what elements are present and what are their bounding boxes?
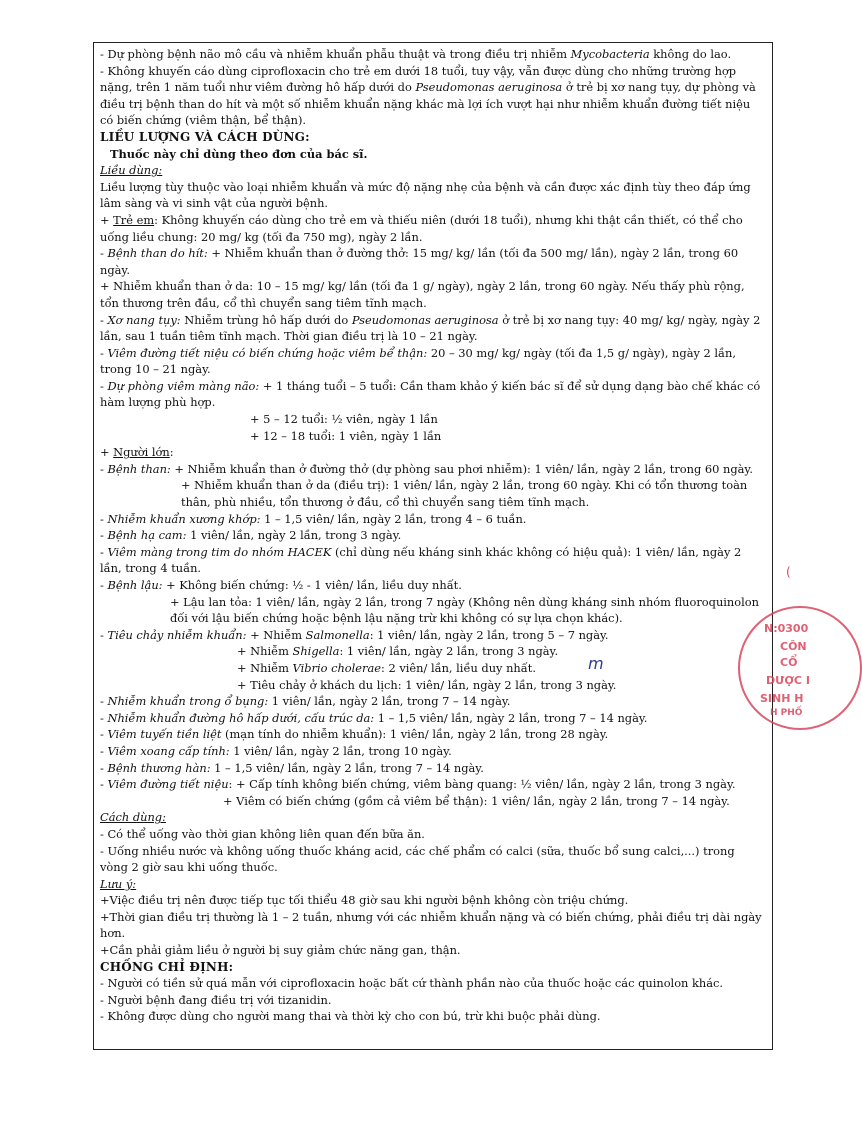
diarrhea-3: + Nhiễm Vibrio cholerae: 2 viên/ lần, liều duy nhất. <box>237 660 536 675</box>
gonorrhea-1: - Bệnh lậu: + Không biến chứng: ½ - 1 viên/ lần, liều duy nhất. <box>100 578 462 592</box>
contra-3: - Không được dùng cho người mang thai và thời kỳ cho con bú, trừ khi buộc phải dùng. <box>100 1009 601 1024</box>
subheading-cach-dung: Cách dùng: <box>100 810 166 825</box>
subheading-lieu-dung: Liều dùng: <box>100 163 163 178</box>
lower-respiratory: - Nhiễm khuẩn đường hô hấp dưới, cấu trúc da: 1 – 1,5 viên/ lần, ngày 2 lần, trong 7 – 14 ngày. <box>100 710 648 725</box>
prostatitis: - Viêm tuyến tiền liệt (mạn tính do nhiễm khuẩn): 1 viên/ lần, ngày 2 lần, trong 28 ngày. <box>100 727 609 742</box>
uti-children: - Viêm đường tiết niệu có biến chứng hoặc viêm bể thận: 20 – 30 mg/ kg/ ngày (tối đa 1,5 g/ ngày), ngày 2 lần, trong 10 – 21 ngày. <box>100 345 736 377</box>
usage-1: - Có thể uống vào thời gian không liên quan đến bữa ăn. <box>100 826 425 841</box>
dosage-intro: Liều lượng tùy thuộc vào loại nhiễm khuẩn và mức độ nặng nhẹ của bệnh và cần được xác định tùy theo đáp ứng lâm sàng và vi sinh vật của người bệnh. <box>100 179 751 211</box>
heading-dosage: LIỀU LƯỢNG VÀ CÁCH DÙNG: <box>100 129 310 144</box>
signature-mark: m <box>588 654 604 673</box>
sinusitis: - Viêm xoang cấp tính: 1 viên/ lần, ngày 2 lần, trong 10 ngày. <box>100 743 452 758</box>
endocarditis-hacek: - Viêm màng trong tim do nhóm HACEK (chỉ dùng nếu kháng sinh khác không có hiệu quả): 1 viên/ lần, ngày 2 lần, trong 4 tuần. <box>100 544 742 576</box>
anthrax-adult-2: + Nhiễm khuẩn than ở da (điều trị): 1 viên/ lần, ngày 2 lần, trong 60 ngày. Khi có tổn thương toàn thân, phù nhiều, tổn thương ở đầu, cổ thì chuyển sang tiêm tĩnh mạch. <box>181 478 748 510</box>
meningitis-5-12: + 5 – 12 tuổi: ½ viên, ngày 1 lần <box>250 412 438 427</box>
bone-joint: - Nhiễm khuẩn xương khớp: 1 – 1,5 viên/ lần, ngày 2 lần, trong 4 – 6 tuần. <box>100 511 527 526</box>
note-3: +Cần phải giảm liều ở người bị suy giảm chức năng gan, thận. <box>100 943 461 958</box>
line-children-warning: - Không khuyến cáo dùng ciprofloxacin cho trẻ em dưới 18 tuổi, tuy vậy, vẫn được dùng cho những trường hợp nặng, trên 1 năm tuổi như viêm đường hô hấp dưới do Pseudomonas aeruginosa ở trẻ bị xơ nang tụy, dự phòng và điều trị bệnh than do hít và một số nhiễm khuẩn nặng khác mà lợi ích vượt hại như nhiễm khuẩn đường tiết niệu có biến chứng (viêm thận, bể thận). <box>100 63 756 128</box>
edge-stamp-mark: ( <box>786 565 791 579</box>
adults-heading: + Người lớn: <box>100 445 174 460</box>
anthrax-inhaled-2: + Nhiễm khuẩn than ở da: 10 – 15 mg/ kg/ lần (tối đa 1 g/ ngày), ngày 2 lần, trong 60 ngày. Nếu thấy phù rộng, tổn thương trên đầu, cổ thì chuyển sang tiêm tĩnh mạch. <box>100 279 745 310</box>
intra-abdominal: - Nhiễm khuẩn trong ổ bụng: 1 viên/ lần, ngày 2 lần, trong 7 – 14 ngày. <box>100 694 511 709</box>
heading-contraindications: CHỐNG CHỈ ĐỊNH: <box>100 959 234 974</box>
note-1: +Việc điều trị nên được tiếp tục tối thiểu 48 giờ sau khi người bệnh không còn triệu chứng. <box>100 893 629 908</box>
contra-1: - Người có tiền sử quá mẫn với ciprofloxacin hoặc bất cứ thành phần nào của thuốc hoặc các quinolon khác. <box>100 976 724 991</box>
company-stamp: N:0300 CÔN CỔ DƯỢC I SINH H H PHỐ <box>738 606 862 730</box>
cystic-fibrosis: - Xơ nang tụy: Nhiễm trùng hô hấp dưới do Pseudomonas aeruginosa ở trẻ bị xơ nang tụy: 40 mg/ kg/ ngày, ngày 2 lần, sau 1 tuần tiêm tĩnh mạch. Thời gian điều trị là 10 – 21 ngày. <box>100 312 761 344</box>
uti-adult-2: + Viêm có biến chứng (gồm cả viêm bể thận): 1 viên/ lần, ngày 2 lần, trong 7 – 14 ngày. <box>223 793 730 808</box>
meningitis-prevention: - Dự phòng viêm màng não: + 1 tháng tuổi – 5 tuổi: Cần tham khảo ý kiến bác sĩ để sử dụng dạng bào chế khác có hàm lượng phù hợp. <box>100 378 761 410</box>
document-page <box>93 42 773 1050</box>
anthrax-inhaled-1: - Bệnh than do hít: + Nhiễm khuẩn than ở đường thở: 15 mg/ kg/ lần (tối đa 500 mg/ lần), ngày 2 lần, trong 60 ngày. <box>100 246 739 277</box>
chancroid: - Bệnh hạ cam: 1 viên/ lần, ngày 2 lần, trong 3 ngày. <box>100 528 402 543</box>
diarrhea-1: - Tiêu chảy nhiễm khuẩn: + Nhiễm Salmonella: 1 viên/ lần, ngày 2 lần, trong 5 – 7 ngày. <box>100 627 609 642</box>
contra-2: - Người bệnh đang điều trị với tizanidin. <box>100 992 332 1007</box>
uti-adult-1: - Viêm đường tiết niệu: + Cấp tính không biến chứng, viêm bàng quang: ½ viên/ lần, ngày 2 lần, trong 3 ngày. <box>100 777 736 792</box>
usage-2: - Uống nhiều nước và không uống thuốc kháng acid, các chế phẩm có calci (sữa, thuốc bổ sung calci,...) trong vòng 2 giờ sau khi uống thuốc. <box>100 843 735 875</box>
typhoid: - Bệnh thương hàn: 1 – 1,5 viên/ lần, ngày 2 lần, trong 7 – 14 ngày. <box>100 760 484 775</box>
gonorrhea-2: + Lậu lan tỏa: 1 viên/ lần, ngày 2 lần, trong 7 ngày (Không nên dùng kháng sinh nhóm fluoroquinolon đối với lậu biến chứng hoặc bệnh lậu nặng trừ khi không có sự lựa chọn khác). <box>170 594 759 626</box>
meningitis-12-18: + 12 – 18 tuổi: 1 viên, ngày 1 lần <box>250 428 442 443</box>
anthrax-adult-1: - Bệnh than: + Nhiễm khuẩn than ở đường thở (dự phòng sau phơi nhiễm): 1 viên/ lần, ngày 2 lần, trong 60 ngày. <box>100 461 753 476</box>
line-prevention: - Dự phòng bệnh não mô cầu và nhiễm khuẩn phẫu thuật và trong điều trị nhiễm Mycobacteria không do lao. <box>100 47 732 61</box>
note-2: +Thời gian điều trị thường là 1 – 2 tuần, nhưng với các nhiễm khuẩn nặng và có biến chứng, phải điều trị dài ngày hơn. <box>100 909 762 941</box>
subheading-luu-y: Lưu ý: <box>100 876 137 891</box>
diarrhea-2: + Nhiễm Shigella: 1 viên/ lần, ngày 2 lần, trong 3 ngày. <box>237 644 559 659</box>
prescription-note: Thuốc này chỉ dùng theo đơn của bác sĩ. <box>110 146 368 161</box>
diarrhea-4: + Tiêu chảy ở khách du lịch: 1 viên/ lần, ngày 2 lần, trong 3 ngày. <box>237 677 617 692</box>
children-dosage: + Trẻ em: Không khuyến cáo dùng cho trẻ em và thiếu niên (dưới 18 tuổi), nhưng khi thật cần thiết, có thể cho uống liều chung: 20 mg/ kg (tối đa 750 mg), ngày 2 lần. <box>100 212 743 244</box>
